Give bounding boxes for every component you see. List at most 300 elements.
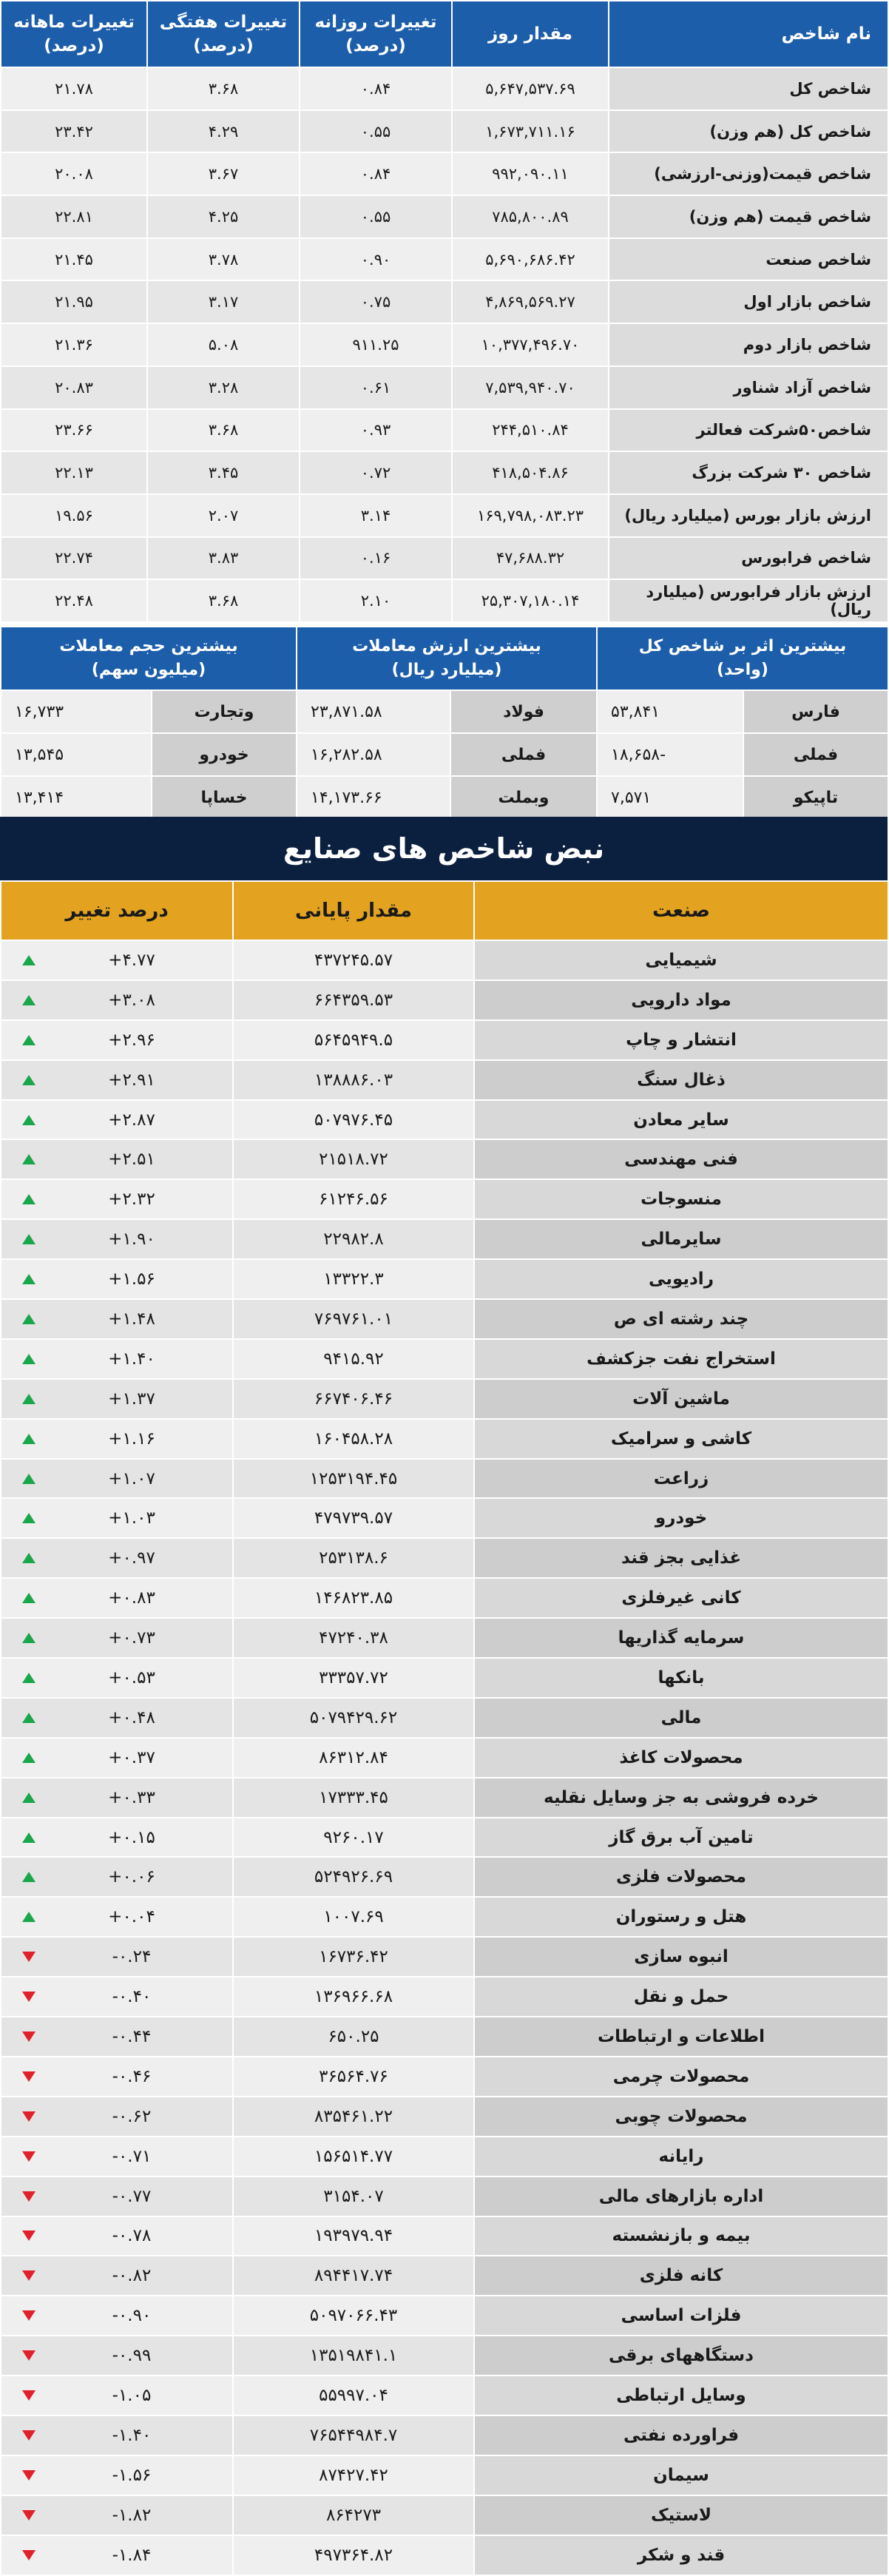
industry-pct-value: +۱.۰۳	[108, 1508, 155, 1528]
top-impact-symbol: فملی	[743, 733, 888, 776]
indices-table	[0, 0, 889, 623]
industry-name: مالی	[474, 1698, 888, 1738]
industry-row	[1, 1379, 888, 1419]
up-arrow-icon	[22, 1314, 36, 1324]
index-monthly-change: ۲۲.۱۳	[1, 451, 147, 494]
index-row	[1, 579, 888, 622]
industry-final-value: ۵۶۴۵۹۴۹.۵	[233, 1020, 474, 1060]
index-weekly-change: ۳.۸۳	[147, 537, 300, 580]
down-arrow-icon	[22, 2390, 36, 2401]
up-arrow-icon	[22, 1633, 36, 1643]
down-arrow-icon	[22, 2151, 36, 2162]
industry-pct-change	[1, 1179, 233, 1219]
header-pct-change: درصد تغییر	[1, 881, 233, 940]
industry-row	[1, 2017, 888, 2057]
top-impact-value: ۵۳,۸۴۱	[597, 690, 743, 733]
index-daily-change: ۹۱۱.۲۵	[300, 323, 452, 366]
up-arrow-icon	[22, 1713, 36, 1723]
industry-pct-value: +۰.۳۷	[108, 1747, 155, 1767]
down-arrow-icon	[22, 2430, 36, 2441]
down-arrow-icon	[22, 2032, 36, 2042]
up-arrow-icon	[22, 1912, 36, 1922]
industry-final-value: ۱۶۷۳۶.۴۲	[233, 1937, 474, 1977]
industry-name: استخراج نفت جزکشف	[474, 1339, 888, 1379]
industry-row	[1, 2535, 888, 2575]
industry-row	[1, 1139, 888, 1179]
industry-pct-change	[1, 2177, 233, 2216]
industry-final-value: ۲۲۹۸۲.۸	[233, 1219, 474, 1259]
industry-name: محصولات چوبی	[474, 2097, 888, 2137]
index-weekly-change: ۳.۱۷	[147, 280, 300, 323]
industry-pct-value: -۰.۹۰	[112, 2306, 152, 2326]
top-lists-header-row	[1, 627, 888, 690]
industry-pct-change	[1, 1738, 233, 1778]
industry-pct-change	[1, 2216, 233, 2256]
industry-final-value: ۴۷۲۴۰.۳۸	[233, 1618, 474, 1658]
industry-name: وسایل ارتباطی	[474, 2376, 888, 2415]
index-row	[1, 451, 888, 494]
index-daily-change: ۳.۱۴	[300, 494, 452, 537]
index-row	[1, 366, 888, 409]
industry-pct-change	[1, 2256, 233, 2296]
industry-row	[1, 1937, 888, 1977]
up-arrow-icon	[22, 1394, 36, 1404]
industry-pct-change	[1, 1339, 233, 1379]
header-day-value: مقدار روز	[452, 1, 609, 67]
index-row	[1, 195, 888, 238]
up-arrow-icon	[22, 1234, 36, 1244]
industry-final-value: ۵۰۷۹۴۲۹.۶۲	[233, 1698, 474, 1738]
industry-final-value: ۳۱۵۴.۰۷	[233, 2177, 474, 2216]
industry-pct-value: -۰.۸۲	[112, 2266, 152, 2286]
industry-final-value: ۴۷۹۷۳۹.۵۷	[233, 1498, 474, 1538]
up-arrow-icon	[22, 1832, 36, 1843]
industry-pct-value: +۲.۹۶	[108, 1030, 155, 1050]
top-trade-volume-amount: ۱۳,۴۱۴	[1, 776, 152, 819]
industry-pct-change	[1, 2097, 233, 2137]
index-weekly-change: ۳.۲۸	[147, 366, 300, 409]
index-row	[1, 238, 888, 281]
industry-row	[1, 1060, 888, 1100]
industry-pct-value: +۲.۵۱	[108, 1150, 155, 1170]
up-arrow-icon	[22, 1872, 36, 1882]
up-arrow-icon	[22, 1035, 36, 1045]
industry-pct-change	[1, 1937, 233, 1977]
header-top-trade-value: بیشترین ارزش معاملات (میلیارد ریال)	[297, 627, 597, 690]
industry-row	[1, 1179, 888, 1219]
industry-final-value: ۸۳۵۴۶۱.۲۲	[233, 2097, 474, 2137]
industry-row	[1, 1538, 888, 1578]
index-monthly-change: ۱۹.۵۶	[1, 494, 147, 537]
index-daily-change: ۰.۸۴	[300, 67, 452, 110]
industry-name: خرده فروشی به جز وسایل نقلیه	[474, 1778, 888, 1818]
industry-pct-value: -۰.۷۸	[112, 2226, 152, 2246]
industry-name: سرمایه گذاریها	[474, 1618, 888, 1658]
industry-name: چند رشته ای ص	[474, 1299, 888, 1339]
index-monthly-change: ۲۱.۳۶	[1, 323, 147, 366]
industry-pct-change	[1, 1658, 233, 1698]
industry-pct-value: -۱.۴۰	[112, 2425, 152, 2445]
industry-pct-value: +۰.۸۳	[108, 1588, 155, 1608]
industry-pct-value: +۰.۷۳	[108, 1628, 155, 1648]
industry-row	[1, 1020, 888, 1060]
industry-row	[1, 1578, 888, 1618]
industries-table	[0, 880, 889, 2576]
top-list-row	[1, 690, 888, 733]
industry-row	[1, 1977, 888, 2017]
industry-row	[1, 1259, 888, 1299]
index-name: شاخص آزاد شناور	[609, 366, 888, 409]
index-monthly-change: ۲۲.۴۸	[1, 579, 147, 622]
header-industry: صنعت	[474, 881, 888, 940]
industry-row	[1, 1219, 888, 1259]
top-list-row	[1, 776, 888, 819]
industry-pct-change	[1, 2017, 233, 2057]
industry-pct-change	[1, 2057, 233, 2097]
industry-pct-change	[1, 1459, 233, 1499]
top-trade-value-symbol: فولاد	[450, 690, 597, 733]
index-day-value: ۵,۶۹۰,۶۸۶.۴۲	[452, 238, 609, 281]
industry-name: بانکها	[474, 1658, 888, 1698]
index-weekly-change: ۲.۰۷	[147, 494, 300, 537]
down-arrow-icon	[22, 2231, 36, 2241]
industry-row	[1, 1498, 888, 1538]
top-trade-volume-symbol: وتجارت	[152, 690, 297, 733]
industry-pct-change	[1, 2137, 233, 2177]
industry-pct-change	[1, 980, 233, 1020]
index-name: شاخص قیمت(وزنی-ارزشی)	[609, 152, 888, 195]
index-monthly-change: ۲۰.۸۳	[1, 366, 147, 409]
industry-pct-change	[1, 1857, 233, 1897]
index-daily-change: ۰.۷۲	[300, 451, 452, 494]
industry-name: محصولات کاغذ	[474, 1738, 888, 1778]
index-day-value: ۹۹۲,۰۹۰.۱۱	[452, 152, 609, 195]
index-name: شاخص کل (هم وزن)	[609, 110, 888, 153]
top-trade-volume-symbol: خساپا	[152, 776, 297, 819]
industry-row	[1, 1419, 888, 1459]
up-arrow-icon	[22, 1673, 36, 1683]
industry-pct-change	[1, 1498, 233, 1538]
index-row	[1, 494, 888, 537]
top-trade-volume-symbol: خودرو	[152, 733, 297, 776]
industry-pct-change	[1, 1060, 233, 1100]
industry-name: منسوجات	[474, 1179, 888, 1219]
indices-header-row	[1, 1, 888, 67]
industry-pct-change	[1, 1778, 233, 1818]
industry-name: کانی غیرفلزی	[474, 1578, 888, 1618]
industry-pct-change	[1, 2535, 233, 2575]
top-impact-symbol: تاپیکو	[743, 776, 888, 819]
industry-name: حمل و نقل	[474, 1977, 888, 2017]
index-daily-change: ۰.۶۱	[300, 366, 452, 409]
index-monthly-change: ۲۱.۹۵	[1, 280, 147, 323]
industry-final-value: ۲۱۵۱۸.۷۲	[233, 1139, 474, 1179]
industry-pct-change	[1, 2376, 233, 2415]
industry-row	[1, 2097, 888, 2137]
industry-final-value: ۱۳۸۸۸۶.۰۳	[233, 1060, 474, 1100]
index-day-value: ۷,۵۳۹,۹۴۰.۷۰	[452, 366, 609, 409]
industry-row	[1, 1459, 888, 1499]
index-day-value: ۱۶۹,۷۹۸,۰۸۳.۲۳	[452, 494, 609, 537]
header-index-name: نام شاخص	[609, 1, 888, 67]
index-name: شاخص قیمت (هم وزن)	[609, 195, 888, 238]
industry-row	[1, 1738, 888, 1778]
industry-pct-change	[1, 2495, 233, 2535]
industry-row	[1, 2376, 888, 2415]
industry-pct-value: -۰.۷۷	[112, 2186, 152, 2206]
industry-pct-value: +۱.۴۸	[108, 1309, 155, 1329]
up-arrow-icon	[22, 955, 36, 965]
up-arrow-icon	[22, 1075, 36, 1085]
industry-name: محصولات فلزی	[474, 1857, 888, 1897]
industry-name: محصولات چرمی	[474, 2057, 888, 2097]
industry-pct-change	[1, 1259, 233, 1299]
index-day-value: ۱۰,۳۷۷,۴۹۶.۷۰	[452, 323, 609, 366]
up-arrow-icon	[22, 1474, 36, 1484]
industry-name: سیمان	[474, 2455, 888, 2495]
header-monthly-change: تغییرات ماهانه (درصد)	[1, 1, 147, 67]
industry-pct-value: +۴.۷۷	[108, 950, 155, 970]
industry-row	[1, 1897, 888, 1937]
index-day-value: ۴۱۸,۵۰۴.۸۶	[452, 451, 609, 494]
industry-pct-change	[1, 1020, 233, 1060]
industry-row	[1, 980, 888, 1020]
industry-name: فلزات اساسی	[474, 2296, 888, 2336]
industry-name: کاشی و سرامیک	[474, 1419, 888, 1459]
industry-name: دستگاههای برقی	[474, 2336, 888, 2376]
top-impact-value: ۷,۵۷۱	[597, 776, 743, 819]
down-arrow-icon	[22, 1992, 36, 2002]
industry-final-value: ۵۰۹۷۰۶۶.۴۳	[233, 2296, 474, 2336]
industry-pct-change	[1, 2455, 233, 2495]
index-day-value: ۵,۶۴۷,۵۳۷.۶۹	[452, 67, 609, 110]
index-monthly-change: ۲۱.۷۸	[1, 67, 147, 110]
industry-row	[1, 1818, 888, 1858]
industry-pct-value: -۰.۴۴	[112, 2026, 152, 2046]
industry-pct-value: +۳.۰۸	[108, 990, 155, 1010]
industry-row	[1, 1658, 888, 1698]
index-monthly-change: ۲۰.۰۸	[1, 152, 147, 195]
industry-final-value: ۴۹۷۳۶۴.۸۲	[233, 2535, 474, 2575]
index-weekly-change: ۳.۶۷	[147, 152, 300, 195]
up-arrow-icon	[22, 1194, 36, 1204]
top-trade-value-symbol: وبملت	[450, 776, 597, 819]
industry-pct-value: +۰.۳۳	[108, 1787, 155, 1807]
industry-name: سایر معادن	[474, 1100, 888, 1140]
index-monthly-change: ۲۲.۷۴	[1, 537, 147, 580]
index-weekly-change: ۵.۰۸	[147, 323, 300, 366]
industry-pct-value: +۰.۴۸	[108, 1707, 155, 1727]
top-impact-value: -۱۸,۶۵۸	[597, 733, 743, 776]
industry-name: خودرو	[474, 1498, 888, 1538]
industry-row	[1, 2177, 888, 2216]
index-row	[1, 152, 888, 195]
industry-name: ماشین آلات	[474, 1379, 888, 1419]
industry-row	[1, 2415, 888, 2455]
industry-pct-value: +۱.۳۷	[108, 1389, 155, 1409]
industry-final-value: ۱۹۳۹۷۹.۹۴	[233, 2216, 474, 2256]
down-arrow-icon	[22, 2111, 36, 2122]
down-arrow-icon	[22, 2350, 36, 2361]
index-weekly-change: ۴.۲۵	[147, 195, 300, 238]
index-name: شاخص صنعت	[609, 238, 888, 281]
industry-final-value: ۸۶۳۱۲.۸۴	[233, 1738, 474, 1778]
index-weekly-change: ۴.۲۹	[147, 110, 300, 153]
industry-final-value: ۷۶۹۷۶۱.۰۱	[233, 1299, 474, 1339]
industry-pct-value: -۰.۷۱	[112, 2146, 152, 2166]
index-daily-change: ۰.۹۰	[300, 238, 452, 281]
industry-final-value: ۹۲۶۰.۱۷	[233, 1818, 474, 1858]
industry-row	[1, 2455, 888, 2495]
industry-name: شیمیایی	[474, 940, 888, 980]
industry-pct-change	[1, 1818, 233, 1858]
industry-pct-value: +۰.۹۷	[108, 1548, 155, 1568]
industry-pct-value: -۰.۲۴	[112, 1947, 152, 1967]
index-row	[1, 110, 888, 153]
up-arrow-icon	[22, 1154, 36, 1164]
down-arrow-icon	[22, 2270, 36, 2281]
top-trade-volume-amount: ۱۶,۷۳۳	[1, 690, 152, 733]
industry-row	[1, 2336, 888, 2376]
up-arrow-icon	[22, 1354, 36, 1364]
industry-pct-change	[1, 1897, 233, 1937]
industry-name: زراعت	[474, 1459, 888, 1499]
up-arrow-icon	[22, 1513, 36, 1523]
industry-final-value: ۱۵۶۵۱۴.۷۷	[233, 2137, 474, 2177]
down-arrow-icon	[22, 2550, 36, 2560]
index-daily-change: ۰.۹۳	[300, 409, 452, 452]
header-final-value: مقدار پایانی	[233, 881, 474, 940]
industry-pct-change	[1, 2415, 233, 2455]
industry-pct-value: -۱.۵۶	[112, 2465, 152, 2485]
industry-name: لاستیک	[474, 2495, 888, 2535]
industries-header-row	[1, 881, 888, 940]
industry-final-value: ۵۵۹۹۷.۰۴	[233, 2376, 474, 2415]
industry-row	[1, 2057, 888, 2097]
industry-pct-value: +۱.۱۶	[108, 1429, 155, 1449]
index-day-value: ۴,۸۶۹,۵۶۹.۲۷	[452, 280, 609, 323]
industry-name: انبوه سازی	[474, 1937, 888, 1977]
index-day-value: ۱,۶۷۳,۷۱۱.۱۶	[452, 110, 609, 153]
top-list-row	[1, 733, 888, 776]
industry-name: اداره بازارهای مالی	[474, 2177, 888, 2216]
index-daily-change: ۰.۵۵	[300, 110, 452, 153]
up-arrow-icon	[22, 1274, 36, 1284]
industry-final-value: ۶۶۴۳۵۹.۵۳	[233, 980, 474, 1020]
industry-name: فنی مهندسی	[474, 1139, 888, 1179]
industry-pct-change	[1, 1139, 233, 1179]
up-arrow-icon	[22, 1115, 36, 1125]
industry-final-value: ۱۴۶۸۲۳.۸۵	[233, 1578, 474, 1618]
industry-pct-value: +۲.۸۷	[108, 1110, 155, 1130]
index-day-value: ۲۴۴,۵۱۰.۸۴	[452, 409, 609, 452]
up-arrow-icon	[22, 1793, 36, 1803]
industry-pct-value: +۲.۳۲	[108, 1190, 155, 1210]
index-daily-change: ۰.۵۵	[300, 195, 452, 238]
industry-row	[1, 1339, 888, 1379]
industry-pct-change	[1, 1538, 233, 1578]
industry-final-value: ۶۶۷۴۰۶.۴۶	[233, 1379, 474, 1419]
index-daily-change: ۰.۷۵	[300, 280, 452, 323]
header-top-impact: بیشترین اثر بر شاخص کل (واحد)	[597, 627, 888, 690]
header-daily-change: تغییرات روزانه (درصد)	[300, 1, 452, 67]
industry-row	[1, 1857, 888, 1897]
industry-name: بیمه و بازنشسته	[474, 2216, 888, 2256]
industry-final-value: ۲۵۳۱۳۸.۶	[233, 1538, 474, 1578]
industry-final-value: ۸۶۴۲۷۳	[233, 2495, 474, 2535]
industry-pct-value: +۱.۰۷	[108, 1469, 155, 1488]
index-name: شاخص کل	[609, 67, 888, 110]
industry-row	[1, 1778, 888, 1818]
index-name: شاخص فرابورس	[609, 537, 888, 580]
industry-name: مواد دارویی	[474, 980, 888, 1020]
down-arrow-icon	[22, 2470, 36, 2481]
industry-row	[1, 1618, 888, 1658]
industry-final-value: ۵۲۴۹۲۶.۶۹	[233, 1857, 474, 1897]
industry-pct-change	[1, 1698, 233, 1738]
industry-row	[1, 1100, 888, 1140]
down-arrow-icon	[22, 2510, 36, 2521]
industry-pct-value: -۱.۸۴	[112, 2545, 152, 2565]
industry-pct-value: -۰.۹۹	[112, 2346, 152, 2366]
industry-final-value: ۹۴۱۵.۹۲	[233, 1339, 474, 1379]
industry-pct-change	[1, 1578, 233, 1618]
index-weekly-change: ۳.۶۸	[147, 67, 300, 110]
down-arrow-icon	[22, 1952, 36, 1962]
index-row	[1, 537, 888, 580]
industry-final-value: ۱۷۳۳۳.۴۵	[233, 1778, 474, 1818]
industry-row	[1, 2137, 888, 2177]
industry-final-value: ۶۱۲۴۶.۵۶	[233, 1179, 474, 1219]
industry-pct-value: +۰.۰۴	[108, 1907, 155, 1927]
index-weekly-change: ۳.۴۵	[147, 451, 300, 494]
industry-name: ذغال سنگ	[474, 1060, 888, 1100]
index-day-value: ۷۸۵,۸۰۰.۸۹	[452, 195, 609, 238]
industry-name: اطلاعات و ارتباطات	[474, 2017, 888, 2057]
index-name: ارزش بازار بورس (میلیارد ریال)	[609, 494, 888, 537]
header-top-trade-volume: بیشترین حجم معاملات (میلیون سهم)	[1, 627, 297, 690]
top-trade-value-amount: ۱۴,۱۷۳.۶۶	[297, 776, 450, 819]
industry-name: انتشار و چاپ	[474, 1020, 888, 1060]
up-arrow-icon	[22, 1753, 36, 1763]
industry-pct-change	[1, 1977, 233, 2017]
top-lists-table	[0, 626, 889, 820]
industry-pct-change	[1, 1419, 233, 1459]
industry-pct-value: +۱.۴۰	[108, 1349, 155, 1369]
industry-row	[1, 1299, 888, 1339]
industry-name: تامین آب برق گاز	[474, 1818, 888, 1858]
industry-final-value: ۴۳۷۲۴۵.۵۷	[233, 940, 474, 980]
top-trade-value-amount: ۲۳,۸۷۱.۵۸	[297, 690, 450, 733]
industry-row	[1, 2296, 888, 2336]
industry-pct-change	[1, 2336, 233, 2376]
industry-final-value: ۱۰۰۷.۶۹	[233, 1897, 474, 1937]
industry-final-value: ۶۵۰.۲۵	[233, 2017, 474, 2057]
index-row	[1, 323, 888, 366]
industry-row	[1, 2216, 888, 2256]
industry-name: هتل و رستوران	[474, 1897, 888, 1937]
down-arrow-icon	[22, 2310, 36, 2321]
down-arrow-icon	[22, 2191, 36, 2202]
industries-banner: نبض شاخص های صنایع	[0, 817, 888, 880]
top-trade-value-symbol: فملی	[450, 733, 597, 776]
index-monthly-change: ۲۲.۸۱	[1, 195, 147, 238]
index-name: شاخص بازار دوم	[609, 323, 888, 366]
industry-pct-value: -۱.۸۲	[112, 2505, 152, 2525]
index-monthly-change: ۲۳.۶۶	[1, 409, 147, 452]
industry-final-value: ۸۷۴۲۷.۴۲	[233, 2455, 474, 2495]
industry-pct-value: +۰.۱۵	[108, 1827, 155, 1847]
